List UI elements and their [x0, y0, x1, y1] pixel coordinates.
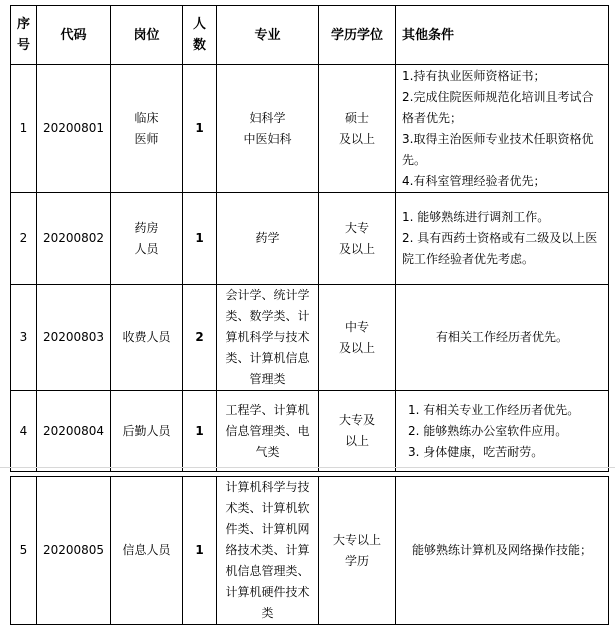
- cell-post: 后勤人员: [111, 391, 183, 472]
- header-conditions: 其他条件: [396, 6, 609, 65]
- cell-post-line: 人员: [134, 241, 159, 256]
- condition-item: 2.完成住院医师规范化培训且考试合格者优先；: [402, 89, 594, 125]
- cell-edu: [319, 193, 396, 285]
- cell-count: 2: [183, 285, 217, 391]
- cell-count: 1: [183, 477, 217, 625]
- cell-edu-line: 及以上: [338, 340, 375, 355]
- cell-conditions: [396, 65, 609, 193]
- cell-seq: 4: [11, 391, 37, 472]
- cell-code: 20200801: [37, 65, 111, 193]
- cell-count: 1: [183, 65, 217, 193]
- cell-major-line: 中医妇科: [243, 131, 292, 146]
- cell-post: 收费人员: [111, 285, 183, 391]
- table-row: [11, 285, 609, 391]
- header-post: 岗位: [111, 6, 183, 65]
- header-major: 专业: [217, 6, 319, 65]
- cell-edu-line: 以上: [344, 434, 369, 448]
- header-seq: 序号: [11, 6, 37, 65]
- condition-item: 3.取得主治医师专业技术任职资格优先。: [402, 131, 594, 167]
- section-divider: [0, 467, 615, 468]
- cell-seq: 2: [11, 193, 37, 285]
- cell-post: [111, 193, 183, 285]
- cell-post: [111, 65, 183, 193]
- cell-post-line: 药房: [134, 220, 159, 235]
- condition-item: 1.持有执业医师资格证书；: [402, 68, 546, 83]
- condition-item: 1. 有相关专业工作经历者优先。: [408, 402, 580, 417]
- table-header-row: [11, 6, 609, 65]
- cell-major: 工程学、计算机信息管理类、电气类: [217, 391, 319, 472]
- condition-item: 1. 能够熟练进行调剂工作。: [402, 210, 550, 224]
- cell-post-line: 临床: [134, 110, 159, 125]
- cell-major: [217, 65, 319, 193]
- header-code: 代码: [37, 6, 111, 65]
- header-count: 人数: [183, 6, 217, 65]
- cell-count: 1: [183, 193, 217, 285]
- cell-major: 药学: [217, 193, 319, 285]
- table-row: [11, 193, 609, 285]
- cell-major: 计算机科学与技术类、计算机软件类、计算机网络技术类、计算机信息管理类、计算机硬件技术类: [217, 477, 319, 625]
- cell-conditions: 能够熟练计算机及网络操作技能；: [396, 477, 609, 625]
- cell-edu-line: 硕士: [344, 110, 369, 125]
- cell-edu-line: 学历: [344, 553, 369, 568]
- cell-edu-line: 大专及: [338, 413, 375, 427]
- condition-item: 4.有科室管理经验者优先；: [402, 173, 546, 188]
- cell-major-line: 妇科学: [249, 110, 286, 125]
- cell-major: 会计学、统计学类、数学类、计算机科学与技术类、计算机信息管理类: [217, 285, 319, 391]
- table-row: [11, 391, 609, 472]
- cell-conditions: [396, 193, 609, 285]
- cell-code: 20200805: [37, 477, 111, 625]
- cell-count: 1: [183, 391, 217, 472]
- cell-seq: 5: [11, 477, 37, 625]
- cell-edu-line: 及以上: [338, 131, 375, 146]
- cell-seq: 1: [11, 65, 37, 193]
- recruitment-table-continued: [10, 476, 609, 625]
- recruitment-table: [10, 5, 609, 472]
- cell-edu: [319, 65, 396, 193]
- cell-post: 信息人员: [111, 477, 183, 625]
- cell-edu-line: 及以上: [338, 241, 375, 256]
- header-edu: 学历学位: [319, 6, 396, 65]
- cell-edu-line: 中专: [344, 319, 369, 334]
- cell-edu: [319, 391, 396, 472]
- cell-seq: 3: [11, 285, 37, 391]
- cell-edu-line: 大专: [344, 220, 369, 235]
- condition-item: 2. 具有西药士资格或有二级及以上医院工作经验者优先考虑。: [402, 231, 598, 266]
- table-row: [11, 65, 609, 193]
- cell-post-line: 医师: [134, 131, 159, 146]
- condition-item: 3. 身体健康，吃苦耐劳。: [408, 444, 544, 459]
- cell-edu-line: 大专以上: [332, 532, 381, 547]
- cell-conditions: 有相关工作经历者优先。: [396, 285, 609, 391]
- cell-edu: [319, 477, 396, 625]
- cell-code: 20200802: [37, 193, 111, 285]
- cell-code: 20200803: [37, 285, 111, 391]
- cell-conditions: [396, 391, 609, 472]
- cell-edu: [319, 285, 396, 391]
- condition-item: 2. 能够熟练办公室软件应用。: [408, 423, 568, 438]
- table-row: [11, 477, 609, 625]
- cell-code: 20200804: [37, 391, 111, 472]
